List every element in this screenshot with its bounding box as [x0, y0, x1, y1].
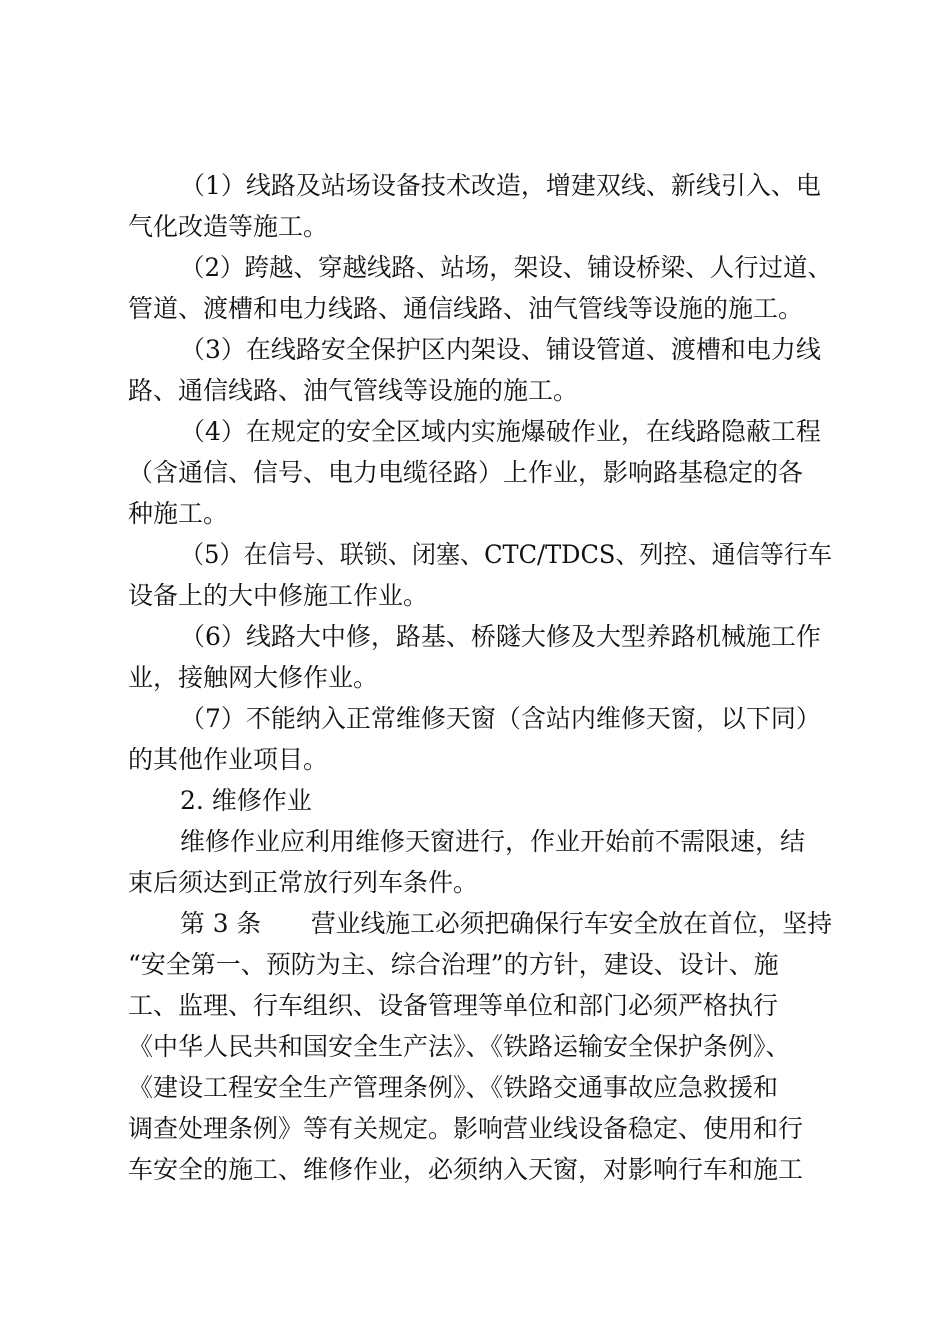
- line-text: 《建设工程安全生产管理条例》、《铁路交通事故应急救援和: [128, 1073, 779, 1102]
- line-text: （4）在规定的安全区域内实施爆破作业，在线路隐蔽工程: [180, 417, 821, 446]
- line-text: 调查处理条例》等有关规定。影响营业线设备稳定、使用和行: [128, 1114, 804, 1143]
- text-line: [0, 166, 950, 206]
- text-line: [0, 1068, 950, 1108]
- line-text: 业，接触网大修作业。: [128, 663, 379, 692]
- line-text: 车安全的施工、维修作业，必须纳入天窗，对影响行车和施工: [128, 1155, 804, 1184]
- text-line: [0, 576, 950, 616]
- line-text: 维修作业应利用维修天窗进行，作业开始前不需限速，结: [180, 827, 806, 856]
- text-line: [0, 699, 950, 739]
- line-text: （3）在线路安全保护区内架设、铺设管道、渡槽和电力线: [180, 335, 821, 364]
- text-line: [0, 986, 950, 1026]
- text-line: [0, 494, 950, 534]
- article-heading-line: [0, 904, 950, 944]
- line-text: 2. 维修作业: [180, 786, 312, 815]
- text-line: [0, 248, 950, 288]
- text-line: [0, 289, 950, 329]
- line-text: （含通信、信号、电力电缆径路）上作业，影响路基稳定的各: [128, 458, 804, 487]
- line-text: （5）在信号、联锁、闭塞、CTC/TDCS、列控、通信等行车: [180, 540, 832, 569]
- text-line: [0, 1027, 950, 1067]
- text-line: [0, 330, 950, 370]
- text-line: [0, 1150, 950, 1190]
- line-text: （1）线路及站场设备技术改造，增建双线、新线引入、电: [180, 171, 821, 200]
- text-line: [0, 371, 950, 411]
- line-text: 的其他作业项目。: [128, 745, 329, 774]
- line-text: 《中华人民共和国安全生产法》、《铁路运输安全保护条例》、: [128, 1032, 791, 1061]
- line-text: 设备上的大中修施工作业。: [128, 581, 429, 610]
- text-line: [0, 863, 950, 903]
- line-text: 管道、渡槽和电力线路、通信线路、油气管线等设施的施工。: [128, 294, 804, 323]
- line-text: 气化改造等施工。: [128, 212, 329, 241]
- text-line: [0, 617, 950, 657]
- text-line: [0, 658, 950, 698]
- section-heading: [0, 781, 950, 821]
- text-line: [0, 412, 950, 452]
- text-line: [0, 740, 950, 780]
- text-line: [0, 945, 950, 985]
- line-text: 束后须达到正常放行列车条件。: [128, 868, 479, 897]
- text-line: [0, 822, 950, 862]
- text-line: [0, 1109, 950, 1149]
- line-text: “安全第一、预防为主、综合治理”的方针，建设、设计、施: [128, 950, 779, 979]
- line-text: 路、通信线路、油气管线等设施的施工。: [128, 376, 579, 405]
- text-line: [0, 535, 950, 575]
- line-text: （6）线路大中修，路基、桥隧大修及大型养路机械施工作: [180, 622, 821, 651]
- text-line: [0, 207, 950, 247]
- text-line: [0, 453, 950, 493]
- line-text: （2）跨越、穿越线路、站场，架设、铺设桥梁、人行过道、: [180, 253, 833, 282]
- line-text: 第 3 条 营业线施工必须把确保行车安全放在首位，坚持: [180, 909, 833, 938]
- line-text: 种施工。: [128, 499, 229, 528]
- line-text: 工、监理、行车组织、设备管理等单位和部门必须严格执行: [128, 991, 779, 1020]
- line-text: （7）不能纳入正常维修天窗（含站内维修天窗，以下同）: [180, 704, 821, 733]
